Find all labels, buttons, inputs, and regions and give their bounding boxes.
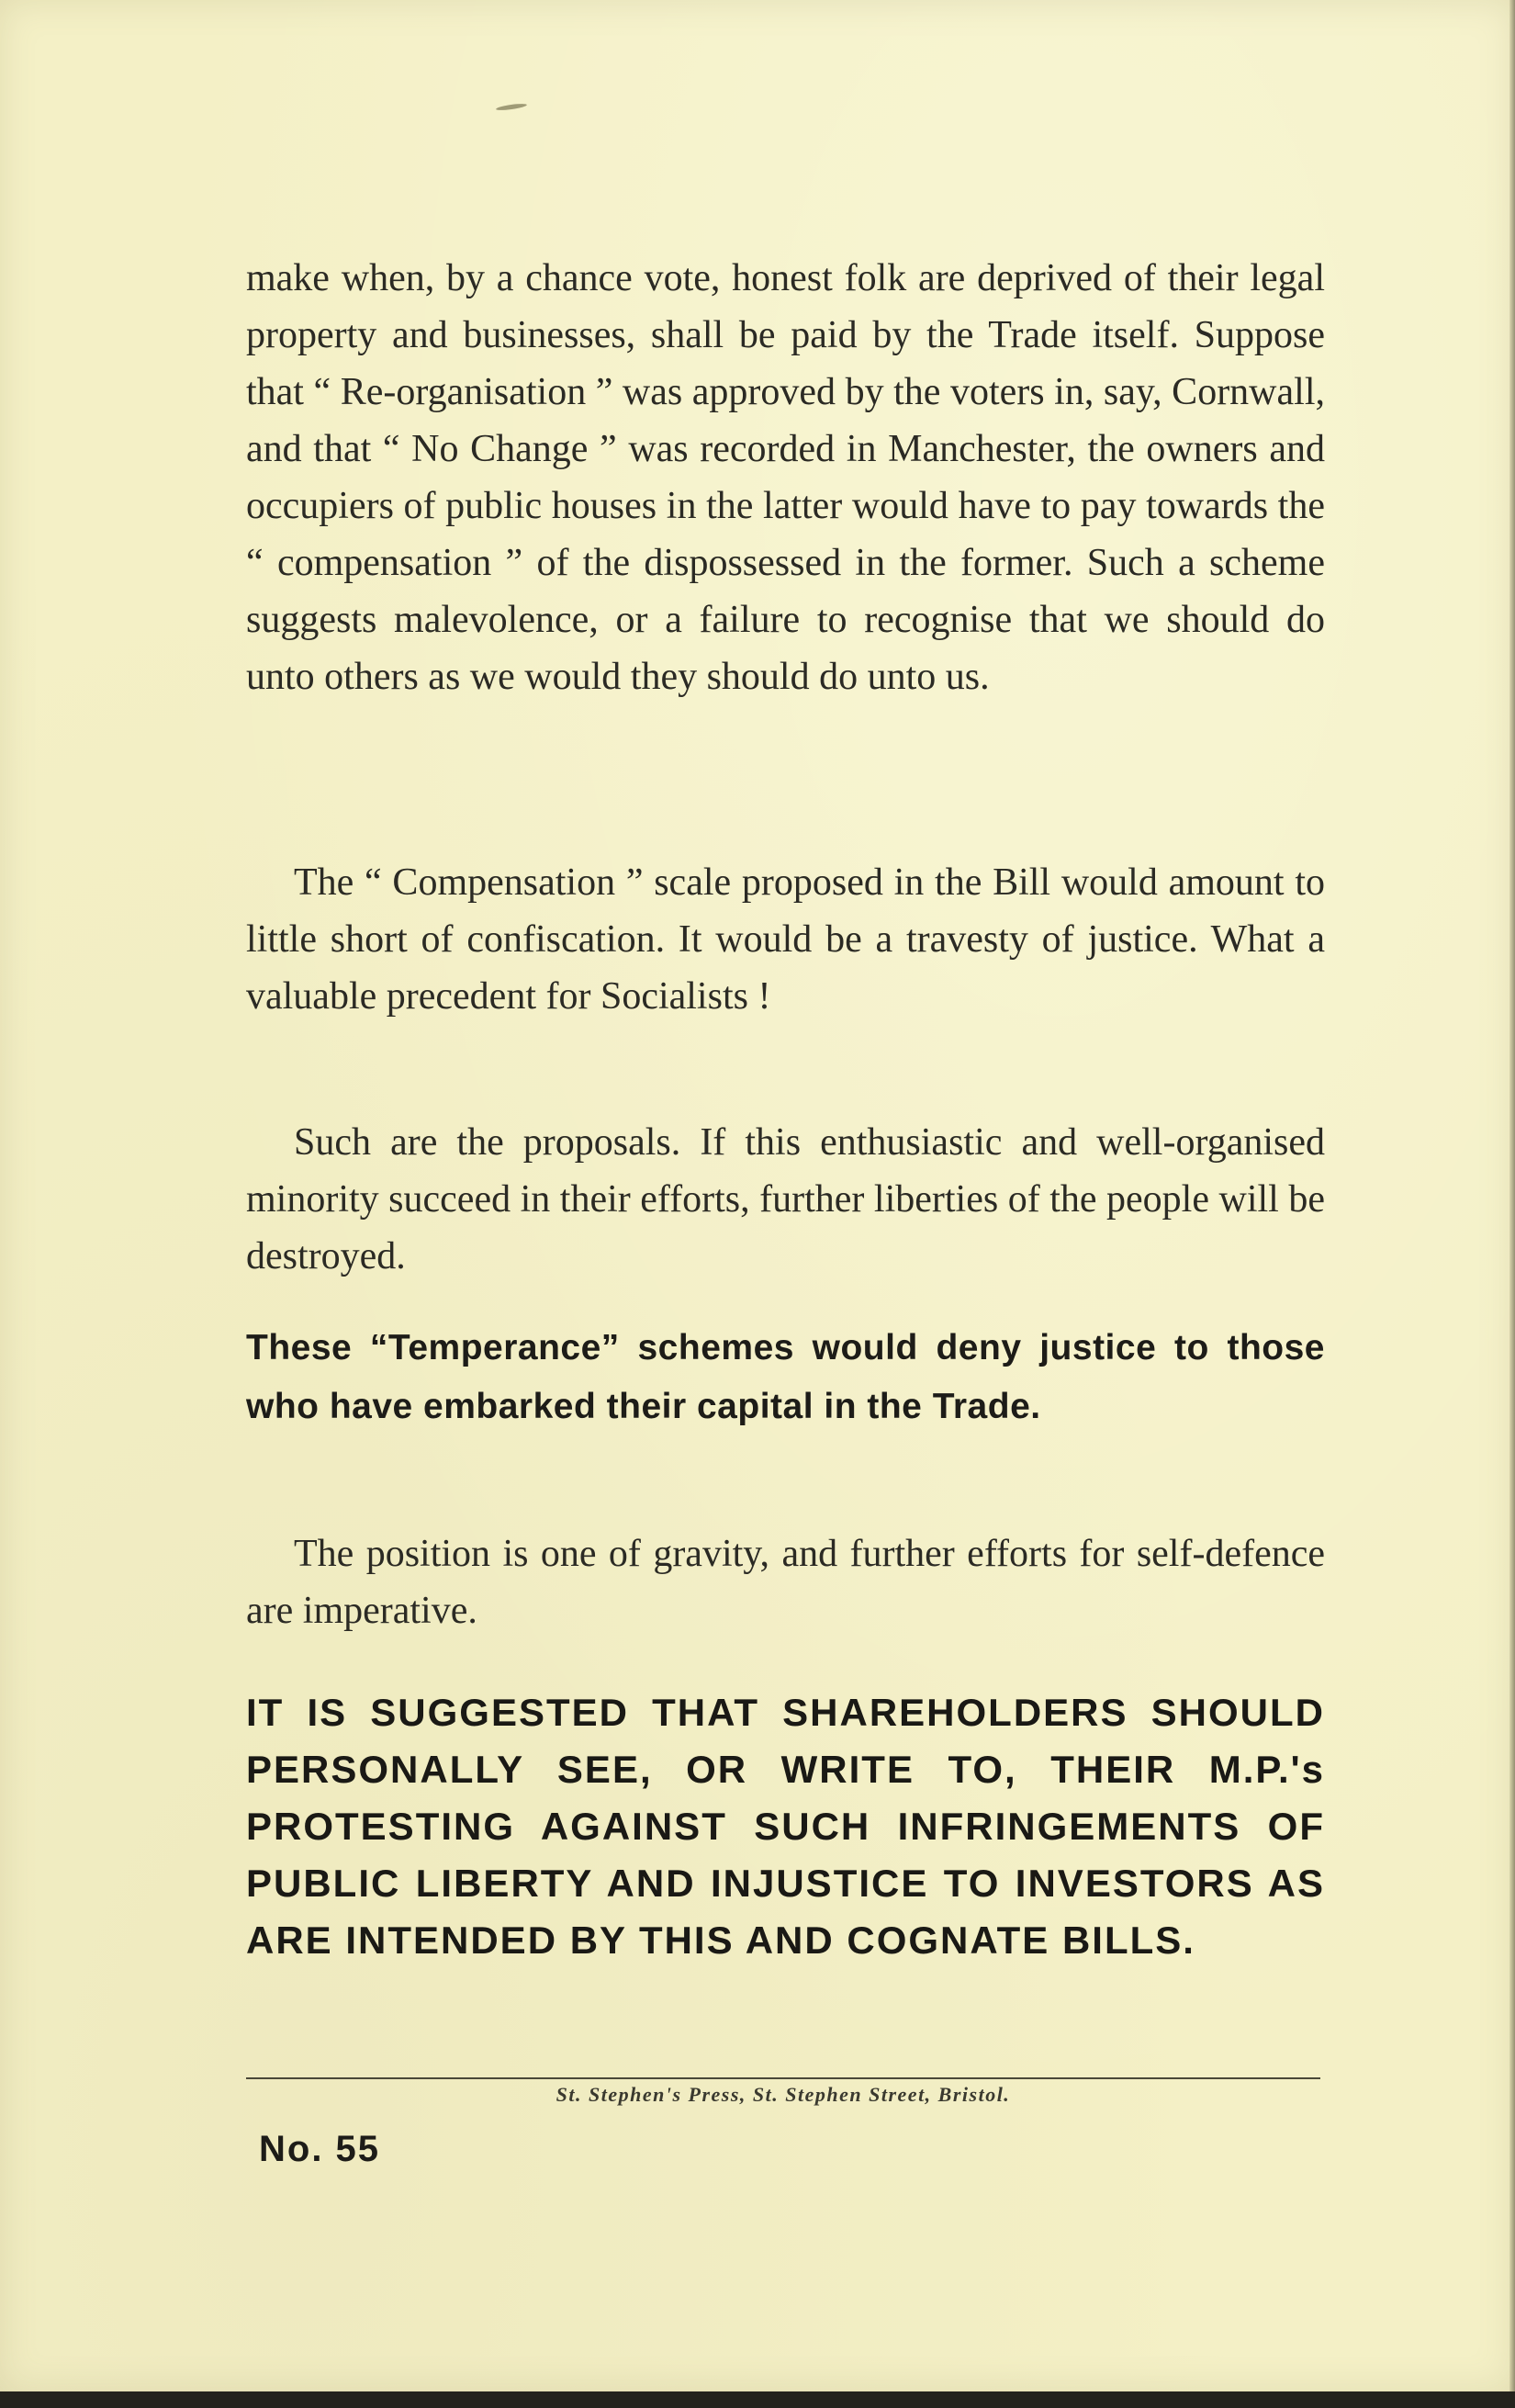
- paragraph-3-text: Such are the proposals. If this enthusiastic and well-organised minority succeed in their efforts, further liberties of the people will be destroyed.: [246, 1121, 1325, 1277]
- paragraph-2-text: The “ Compensation ” scale proposed in the Bill would amount to little short of confiscation. It would be a travesty of justice. What a valuable precedent for Socialists !: [246, 861, 1325, 1018]
- footer-rule: [246, 2077, 1320, 2079]
- paragraph-4-text: The position is one of gravity, and further efforts for self-defence are imperative.: [246, 1533, 1325, 1632]
- scan-bottom-border: [0, 2391, 1515, 2408]
- paragraph-1-text: make when, by a chance vote, honest folk are deprived of their legal property and businesses, shall be paid by the Trade itself. Suppose that “ Re-organisation ” was approved by the voters in, say, Cornwall, and that “ No Change ” was recorded in Manchester, the owners and occupiers of public houses in the latter would have to pay towards the “ compensation ” of the dispossessed in the former. Such a scheme suggests malevolence, or a failure to recognise that we should do unto others as we would they should do unto us.: [246, 257, 1325, 698]
- printer-imprint: St. Stephen's Press, St. Stephen Street, Bristol.: [556, 2083, 1011, 2106]
- bold-statement: These “Temperance” schemes would deny justice to those who have embarked their capital in the Trade.: [246, 1328, 1325, 1426]
- ink-smudge: [496, 103, 527, 112]
- paragraph-position: [246, 1525, 1325, 1639]
- page-edge-shadow: [1509, 0, 1515, 2391]
- leaflet-number: No. 55: [259, 2129, 381, 2169]
- paragraph-continuation: [246, 250, 1325, 705]
- call-to-action: IT IS SUGGESTED THAT SHAREHOLDERS SHOULD PERSONALLY SEE, OR WRITE TO, THEIR M.P.'s PROTESTING AGAINST SUCH INFRINGEMENTS OF PUBLIC LIBERTY AND INJUSTICE TO INVESTORS AS ARE INTENDED BY THIS AND COGNATE BILLS.: [246, 1691, 1325, 1962]
- paragraph-proposals: [246, 1114, 1325, 1285]
- paragraph-compensation: [246, 854, 1325, 1025]
